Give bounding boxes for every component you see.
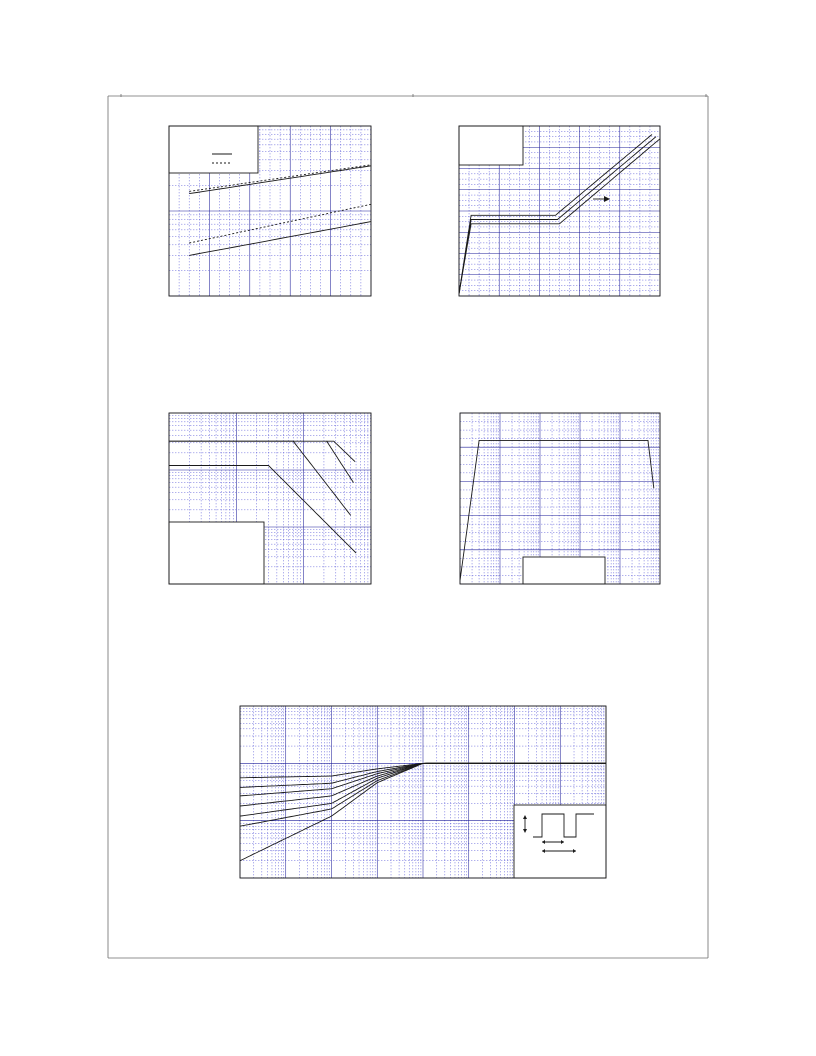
fig5-legend-box — [514, 805, 606, 878]
fig3-series-2 — [169, 441, 351, 515]
fig1-legend-box — [169, 126, 258, 173]
fig2-legend-frame — [459, 126, 523, 165]
fig4-legend-frame — [523, 557, 605, 584]
fig2-arrowhead-icon — [604, 196, 610, 202]
fig5-chart — [240, 706, 606, 878]
fig5-legend-frame — [514, 805, 606, 878]
fig4-chart — [460, 413, 660, 584]
fig2-chart — [459, 126, 660, 296]
fig1-chart — [169, 126, 371, 296]
fig2-legend-box — [459, 126, 523, 165]
fig3-chart — [169, 413, 371, 584]
fig1-legend-frame — [169, 126, 258, 173]
fig3-legend-frame — [169, 522, 264, 584]
fig3-series-3 — [169, 441, 354, 482]
fig3-legend-box — [169, 522, 264, 584]
fig4-legend-box — [523, 557, 605, 584]
